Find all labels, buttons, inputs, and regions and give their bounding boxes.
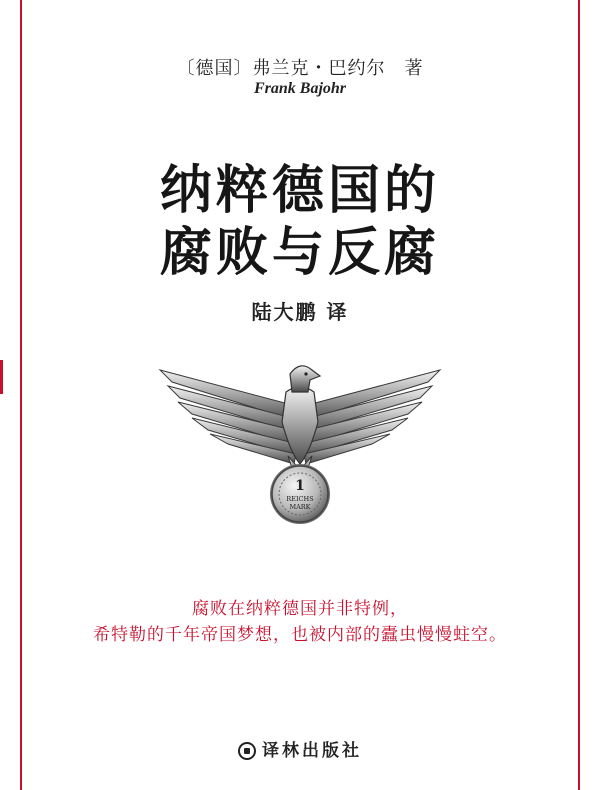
book-title-line-2: 腐败与反腐 — [159, 223, 440, 283]
coin-text-1: REICHS — [286, 495, 314, 503]
publisher — [0, 736, 600, 761]
side-red-mark — [0, 360, 3, 394]
tagline-line-1: 腐败在纳粹德国并非特例， — [192, 599, 408, 619]
right-red-border — [578, 0, 580, 790]
tagline-line-2: 希特勒的千年帝国梦想，也被内部的蠹虫慢慢蛀空。 — [93, 625, 507, 645]
publisher-logo-icon — [238, 742, 256, 760]
left-wing — [160, 370, 300, 464]
author-english: Frank Bajohr — [253, 80, 347, 97]
coin-number: 1 — [295, 478, 305, 494]
author-chinese: 〔德国〕弗兰克・巴约尔 著 — [176, 58, 424, 79]
translator: 陆大鹏 译 — [251, 300, 349, 324]
book-title-line-1: 纳粹德国的 — [159, 161, 440, 221]
right-wing — [300, 370, 440, 464]
eagle-head — [290, 366, 320, 392]
publisher-name: 译林出版社 — [262, 741, 362, 761]
eagle-emblem-icon — [150, 352, 450, 527]
coin-text-2: MARK — [289, 503, 311, 511]
left-red-border — [20, 0, 22, 790]
